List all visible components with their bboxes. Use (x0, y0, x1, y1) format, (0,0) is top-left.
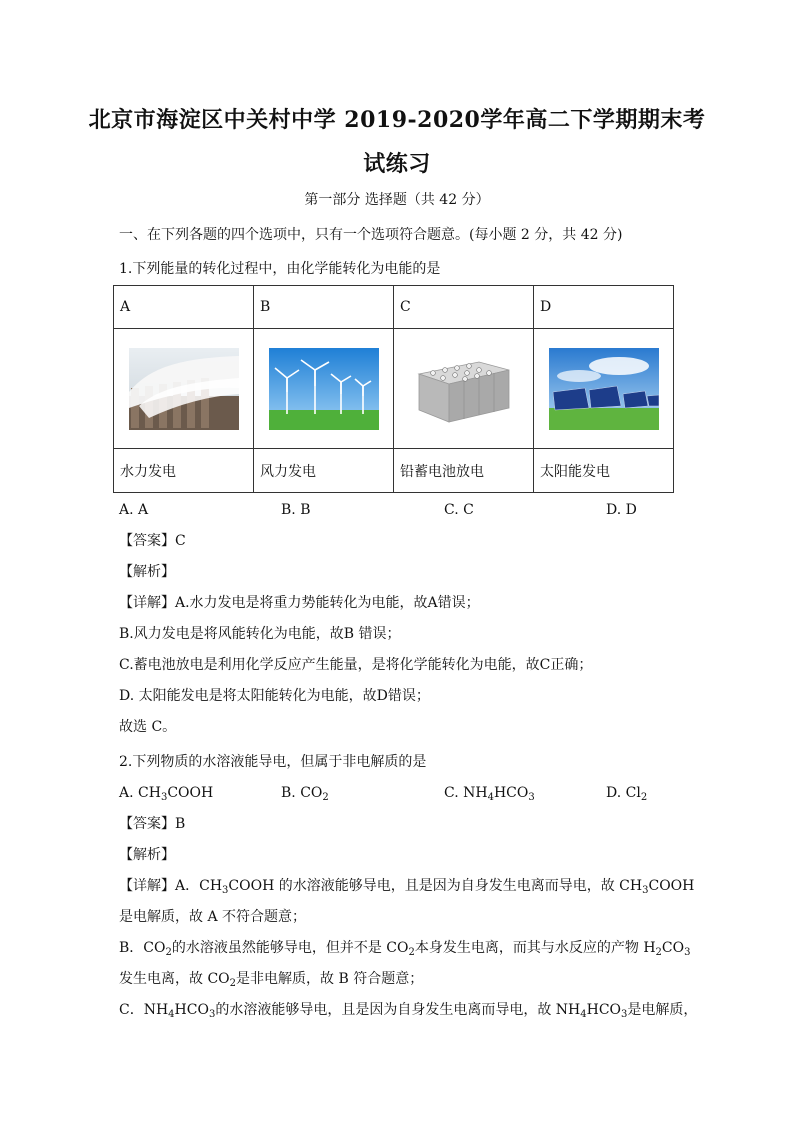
table-header-b: B (254, 286, 394, 329)
page-title: 北京市海淀区中关村中学 2019-2020学年高二下学期期末考 (88, 107, 706, 133)
detail-line: 【详解】A.水力发电是将重力势能转化为电能，故A错误； (119, 595, 480, 611)
question-1-stem: 1.下列能量的转化过程中，由化学能转化为电能的是 (119, 261, 441, 277)
answer-label: 【答案】C (119, 533, 186, 549)
table-image-cell-d (534, 329, 674, 449)
detail-line: D. 太阳能发电是将太阳能转化为电能，故D错误； (119, 688, 430, 704)
wind-turbine-image (269, 348, 379, 430)
table-caption-a: 水力发电 (114, 449, 254, 493)
answer-label: 【答案】B (119, 816, 186, 832)
detail-line: B.风力发电是将风能转化为电能，故B 错误； (119, 626, 401, 642)
detail-line: C.蓄电池放电是利用化学反应产生能量，是将化学能转化为电能，故C正确； (119, 657, 593, 673)
table-image-cell-b (254, 329, 394, 449)
table-caption-c: 铅蓄电池放电 (394, 449, 534, 493)
option-b: B. $CO_2$ (281, 785, 329, 803)
option-a: A. $CH_3COOH$ (119, 785, 214, 803)
table-header-a: A (114, 286, 254, 329)
detail-line: 【详解】A．$CH_3COOH$ 的水溶液能够导电，且是因为自身发生电离而导电，故 $CH_3COOH$ (119, 878, 695, 896)
option-d: D. D (606, 502, 637, 518)
section-heading: 第一部分 选择题（共 42 分） (304, 192, 490, 208)
detail-line: B．$CO_2$的水溶液虽然能够导电，但并不是 $CO_2$本身发生电离，而其与水反应的产物 $H_2CO_3$ (119, 940, 691, 958)
detail-line: 是电解质，故 A 不符合题意； (119, 909, 307, 925)
table-image-cell-c (394, 329, 534, 449)
instruction-text: 一、在下列各题的四个选项中，只有一个选项符合题意。(每小题 2 分，共 42 分) (119, 227, 623, 243)
option-b: B. B (281, 502, 311, 518)
hydropower-image (129, 348, 239, 430)
option-d: D. $Cl_2$ (606, 785, 648, 803)
question-1-table (113, 285, 674, 493)
table-caption-b: 风力发电 (254, 449, 394, 493)
option-c: C. C (444, 502, 474, 518)
detail-line: 故选 C。 (119, 719, 177, 735)
question-2-stem: 2.下列物质的水溶液能导电，但属于非电解质的是 (119, 754, 427, 770)
table-caption-d: 太阳能发电 (534, 449, 674, 493)
table-header-c: C (394, 286, 534, 329)
analysis-label: 【解析】 (119, 564, 175, 580)
analysis-label: 【解析】 (119, 847, 175, 863)
option-c: C. $NH_4HCO_3$ (444, 785, 535, 803)
table-image-cell-a (114, 329, 254, 449)
solar-panel-image (549, 348, 659, 430)
detail-line: C．$NH_4HCO_3$的水溶液能够导电，且是因为自身发生电离而导电，故 $NH_4HCO_3$是电解质， (119, 1002, 698, 1020)
table-header-d: D (534, 286, 674, 329)
page-title-continued: 试练习 (363, 151, 431, 177)
detail-line: 发生电离，故 $CO_2$是非电解质，故 B 符合题意； (119, 971, 424, 989)
option-a: A. A (119, 502, 149, 518)
lead-battery-image (409, 348, 519, 430)
